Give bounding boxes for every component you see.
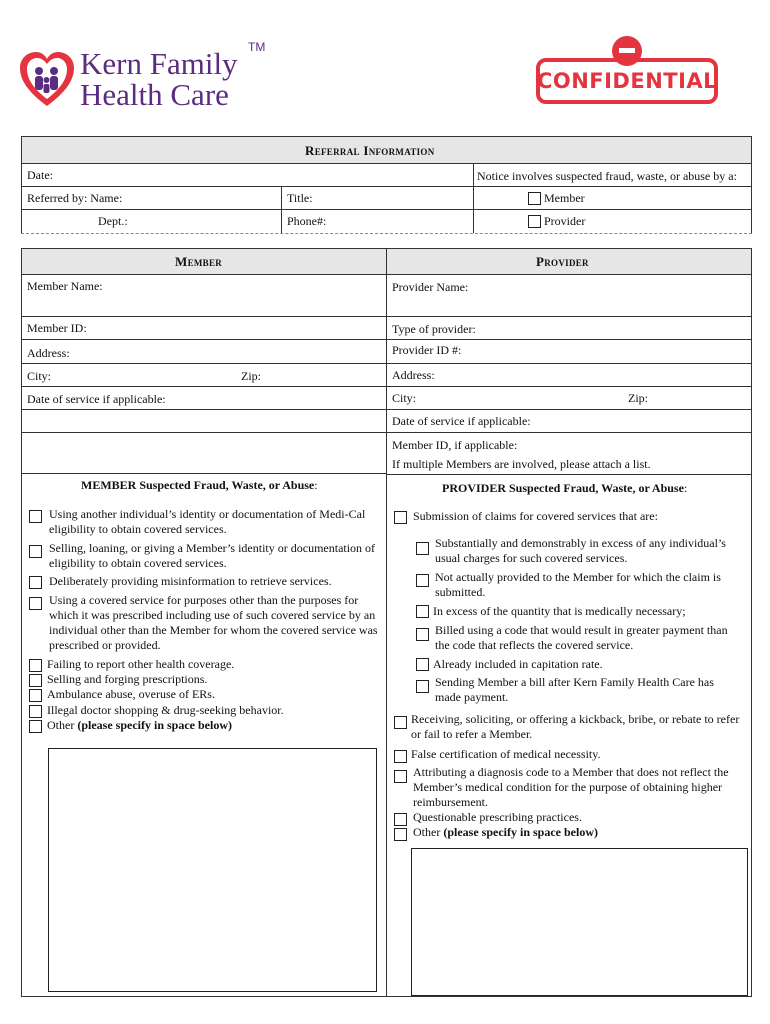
rule bbox=[21, 233, 752, 234]
rule bbox=[386, 432, 751, 433]
rule bbox=[751, 136, 752, 233]
title-label: Title: bbox=[287, 191, 313, 205]
rule bbox=[386, 339, 751, 340]
rule bbox=[21, 209, 752, 210]
member-address-label: Address: bbox=[27, 346, 70, 360]
provider-sub-checkbox-6[interactable] bbox=[416, 680, 429, 693]
rule bbox=[386, 248, 387, 997]
rule bbox=[21, 136, 752, 137]
member-option-label: Member bbox=[544, 191, 585, 205]
member-fwa-item-8: Illegal doctor shopping & drug-seeking behavior. bbox=[47, 703, 284, 717]
provider-fwa-heading bbox=[442, 481, 687, 496]
notice-label: Notice involves suspected fraud, waste, or abuse by a: bbox=[477, 169, 737, 183]
no-entry-bar bbox=[619, 48, 635, 53]
logo-line-1: Kern Family bbox=[80, 46, 238, 81]
member-fwa-checkbox-7[interactable] bbox=[29, 689, 42, 702]
member-id-label: Member ID: bbox=[27, 321, 87, 335]
provider-fwa-heading-colon: : bbox=[683, 481, 688, 495]
logo-line-2: Health Care bbox=[80, 77, 229, 112]
member-zip-label: Zip: bbox=[241, 369, 261, 383]
provider-fwa-checkbox-3[interactable] bbox=[394, 770, 407, 783]
provider-other-bold: (please specify in space below) bbox=[443, 825, 598, 839]
provider-fwa-other bbox=[413, 825, 749, 840]
member-fwa-item-3: Deliberately providing misinformation to retrieve services. bbox=[49, 574, 332, 588]
member-fwa-checkbox-1[interactable] bbox=[29, 510, 42, 523]
member-fwa-checkbox-3[interactable] bbox=[29, 576, 42, 589]
provider-member-id-label: Member ID, if applicable: bbox=[392, 438, 518, 452]
member-fwa-item-5: Failing to report other health coverage. bbox=[47, 657, 235, 671]
provider-city-label: City: bbox=[392, 391, 417, 405]
provider-claims-intro: Submission of claims for covered services that are: bbox=[413, 509, 658, 523]
rule bbox=[21, 136, 22, 233]
heart-family-icon bbox=[18, 50, 76, 110]
provider-sub-item-6: Sending Member a bill after Kern Family Health Care has made payment. bbox=[435, 675, 714, 704]
member-fwa-checkbox-8[interactable] bbox=[29, 705, 42, 718]
provider-fwa-item-2: False certification of medical necessity. bbox=[411, 747, 601, 761]
provider-sub-item-3: In excess of the quantity that is medically necessary; bbox=[433, 604, 686, 618]
rule bbox=[21, 339, 386, 340]
provider-sub-checkbox-4[interactable] bbox=[416, 628, 429, 641]
provider-claims-checkbox[interactable] bbox=[394, 511, 407, 524]
confidential-label: CONFIDENTIAL bbox=[536, 58, 718, 104]
rule bbox=[473, 163, 474, 233]
rule bbox=[21, 163, 752, 164]
provider-address-label: Address: bbox=[392, 368, 435, 382]
rule bbox=[21, 996, 752, 997]
provider-sub-checkbox-5[interactable] bbox=[416, 658, 429, 671]
member-fwa-heading-text: MEMBER Suspected Fraud, Waste, or Abuse bbox=[81, 478, 315, 492]
member-fwa-checkbox-other[interactable] bbox=[29, 720, 42, 733]
provider-fwa-item-4: Questionable prescribing practices. bbox=[413, 810, 582, 824]
member-heading: Member bbox=[175, 254, 223, 269]
provider-sub-item-5: Already included in capitation rate. bbox=[433, 657, 603, 671]
rule bbox=[386, 363, 751, 364]
member-other-bold: (please specify in space below) bbox=[77, 718, 232, 732]
rule bbox=[21, 409, 386, 410]
rule bbox=[21, 316, 386, 317]
provider-fwa-heading-text: PROVIDER Suspected Fraud, Waste, or Abuse bbox=[442, 481, 684, 495]
provider-other-prefix: Other bbox=[413, 825, 444, 839]
provider-dos-label: Date of service if applicable: bbox=[392, 414, 531, 428]
provider-name-label: Provider Name: bbox=[392, 280, 469, 294]
member-fwa-item-1: Using another individual’s identity or documentation of Medi-Cal eligibility to obtain covered services. bbox=[49, 507, 366, 536]
member-checkbox[interactable] bbox=[528, 192, 541, 205]
rule bbox=[386, 409, 751, 410]
provider-sub-checkbox-2[interactable] bbox=[416, 574, 429, 587]
rule bbox=[21, 473, 386, 474]
member-fwa-item-7: Ambulance abuse, overuse of ERs. bbox=[47, 687, 215, 701]
provider-option-label: Provider bbox=[544, 214, 586, 228]
provider-sub-checkbox-3[interactable] bbox=[416, 605, 429, 618]
provider-fwa-checkbox-2[interactable] bbox=[394, 750, 407, 763]
provider-sub-checkbox-1[interactable] bbox=[416, 542, 429, 555]
member-city-label: City: bbox=[27, 369, 52, 383]
provider-id-label: Provider ID #: bbox=[392, 343, 462, 357]
member-name-label: Member Name: bbox=[27, 279, 103, 293]
member-dos-label: Date of service if applicable: bbox=[27, 392, 166, 406]
member-fwa-heading bbox=[81, 478, 318, 493]
member-fwa-other bbox=[47, 718, 383, 733]
member-fwa-heading-colon: : bbox=[314, 478, 318, 492]
rule bbox=[386, 386, 751, 387]
provider-checkbox[interactable] bbox=[528, 215, 541, 228]
provider-sub-item-4: Billed using a code that would result in greater payment than the code that reflects the covered service. bbox=[435, 623, 728, 652]
trademark: TM bbox=[248, 40, 266, 54]
member-fwa-checkbox-6[interactable] bbox=[29, 674, 42, 687]
rule bbox=[386, 316, 751, 317]
member-fwa-checkbox-5[interactable] bbox=[29, 659, 42, 672]
phone-label: Phone#: bbox=[287, 214, 327, 228]
provider-fwa-checkbox-other[interactable] bbox=[394, 828, 407, 841]
provider-sub-item-1: Substantially and demonstrably in excess of any individual’s usual charges for such covered services. bbox=[435, 536, 726, 565]
dept-label: Dept.: bbox=[98, 214, 128, 228]
multiple-members-note: If multiple Members are involved, please attach a list. bbox=[392, 457, 651, 471]
provider-other-textarea[interactable] bbox=[411, 848, 748, 996]
member-fwa-checkbox-2[interactable] bbox=[29, 545, 42, 558]
member-other-textarea[interactable] bbox=[48, 748, 377, 992]
provider-fwa-checkbox-1[interactable] bbox=[394, 716, 407, 729]
referred-by-label: Referred by: Name: bbox=[27, 191, 123, 205]
member-other-prefix: Other bbox=[47, 718, 78, 732]
rule bbox=[751, 248, 752, 997]
member-fwa-item-6: Selling and forging prescriptions. bbox=[47, 672, 208, 686]
provider-heading: Provider bbox=[536, 254, 589, 269]
provider-fwa-item-1: Receiving, soliciting, or offering a kickback, bribe, or rebate to refer or fail to refer a Member. bbox=[411, 712, 740, 741]
rule bbox=[21, 186, 752, 187]
rule bbox=[21, 432, 386, 433]
rule bbox=[21, 386, 386, 387]
provider-fwa-item-3: Attributing a diagnosis code to a Member that does not reflect the Member’s medical condition for the purpose of obtaining higher reimbursement. bbox=[413, 765, 729, 809]
date-label: Date: bbox=[27, 168, 53, 182]
member-fwa-checkbox-4[interactable] bbox=[29, 597, 42, 610]
rule bbox=[386, 474, 751, 475]
provider-sub-item-2: Not actually provided to the Member for which the claim is submitted. bbox=[435, 570, 721, 599]
member-fwa-item-4: Using a covered service for purposes other than the purposes for which it was prescribed including use of such covered service by an individual other than the Member for whom the covered service was prescribed or provided. bbox=[49, 593, 378, 652]
rule bbox=[21, 248, 22, 997]
rule bbox=[281, 186, 282, 233]
member-fwa-item-2: Selling, loaning, or giving a Member’s identity or documentation of eligibility to obtain covered services. bbox=[49, 541, 376, 570]
referral-title: Referral Information bbox=[305, 143, 435, 158]
provider-fwa-checkbox-4[interactable] bbox=[394, 813, 407, 826]
provider-zip-label: Zip: bbox=[628, 391, 648, 405]
provider-type-label: Type of provider: bbox=[392, 322, 476, 336]
rule bbox=[21, 363, 386, 364]
logo-text bbox=[80, 48, 238, 110]
